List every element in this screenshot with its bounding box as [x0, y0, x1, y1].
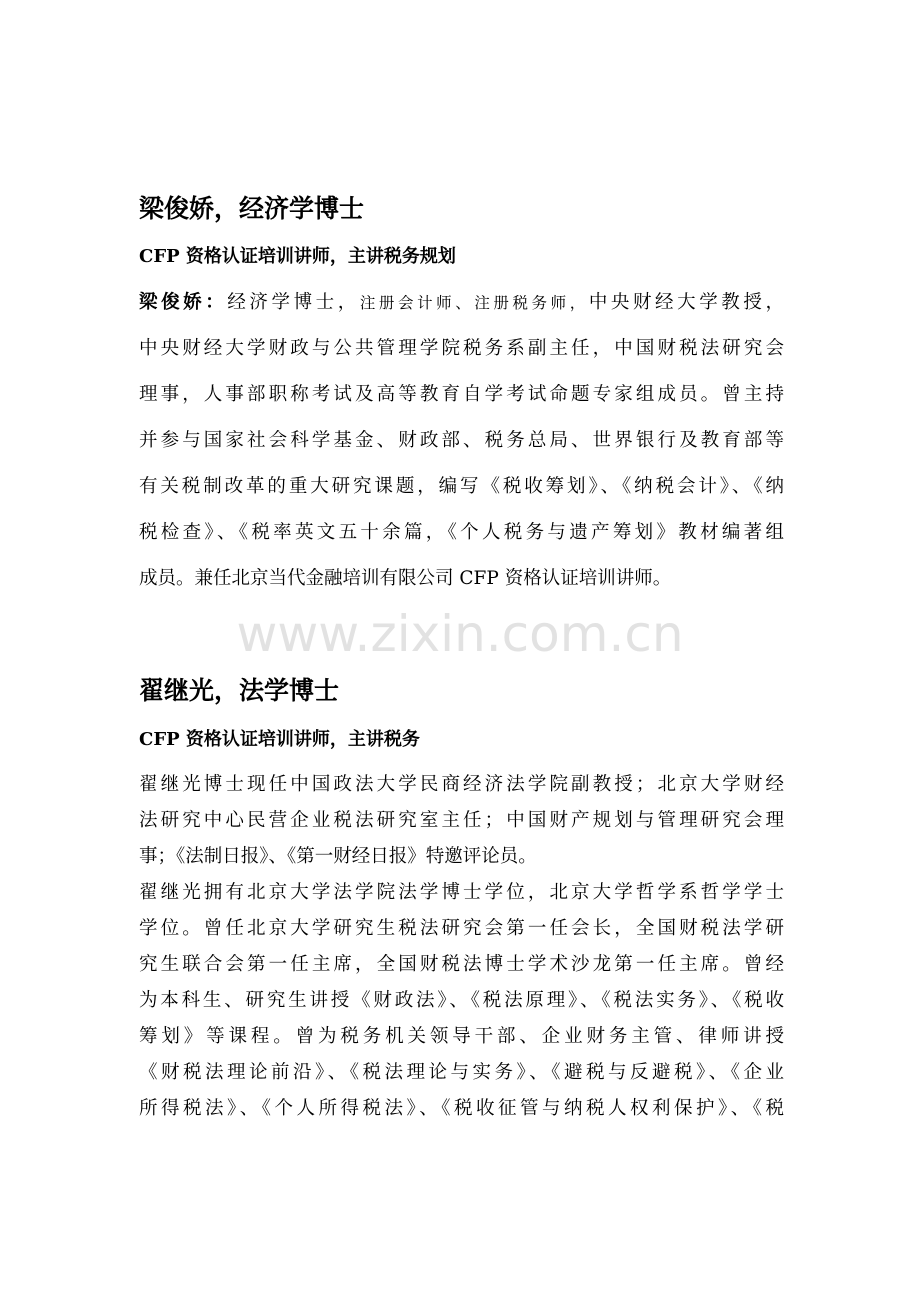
section2-line: 翟继光博士现任中国政法大学民商经济法学院副教授；北京大学财经 [139, 774, 784, 795]
section2-para1 [139, 776, 784, 871]
section1-line: 有关税制改革的重大研究课题，编写《税收筹划》、《纳税会计》、《纳 [139, 476, 784, 497]
section2-line: 为本科生、研究生讲授《财政法》、《税法原理》、《税法实务》、《税收 [139, 990, 784, 1011]
section1-line: 中央财经大学财政与公共管理学院税务系副主任，中国财税法研究会 [139, 338, 784, 359]
watermark: www.zixin.com.cn [236, 605, 684, 663]
section1-line: 理事，人事部职称考试及高等教育自学考试命题专家组成员。曾主持 [139, 384, 784, 405]
section1-heading: 梁俊娇，经济学博士 [139, 194, 365, 223]
section2-line: 《财税法理论前沿》、《税法理论与实务》、《避税与反避税》、《企业 [139, 1062, 784, 1083]
lead-text-a: 经济学博士， [227, 292, 360, 313]
section2-line: 学位。曾任北京大学研究生税法研究会第一任会长，全国财税法学研 [139, 918, 784, 939]
section1-line: 并参与国家社会科学基金、财政部、税务总局、世界银行及教育部等 [139, 430, 784, 451]
section2-line: 事；《法制日报》、《第一财经日报》特邀评论员。 [139, 846, 537, 867]
lead-name: 梁俊娇： [139, 292, 228, 313]
section1-lead-line [139, 294, 784, 317]
section2-line: 究生联合会第一任主席，全国财税法博士学术沙龙第一任主席。曾经 [139, 954, 784, 975]
lead-text-b: 中央财经大学教授， [588, 292, 784, 313]
section2-heading: 翟继光，法学博士 [139, 676, 340, 705]
section2-subheading: CFP 资格认证培训讲师，主讲税务 [139, 729, 420, 750]
section1-line: 成员。兼任北京当代金融培训有限公司 CFP 资格认证培训讲师。 [139, 568, 672, 589]
section2-line: 所得税法》、《个人所得税法》、《税收征管与纳税人权利保护》、《税 [139, 1098, 784, 1119]
section1-subheading: CFP 资格认证培训讲师，主讲税务规划 [139, 246, 456, 267]
lead-text-small: 注册会计师、注册税务师， [359, 294, 589, 312]
section2-line: 筹划》等课程。曾为税务机关领导干部、企业财务主管、律师讲授 [139, 1026, 784, 1047]
section2-para2 [139, 884, 784, 1123]
section2-line: 翟继光拥有北京大学法学院法学博士学位，北京大学哲学系哲学学士 [139, 882, 784, 903]
section2-line: 法研究中心民营企业税法研究室主任；中国财产规划与管理研究会理 [139, 810, 784, 831]
section1-line: 税检查》、《税率英文五十余篇，《个人税务与遗产筹划》教材编著组 [139, 522, 784, 543]
section1-body [139, 294, 784, 593]
